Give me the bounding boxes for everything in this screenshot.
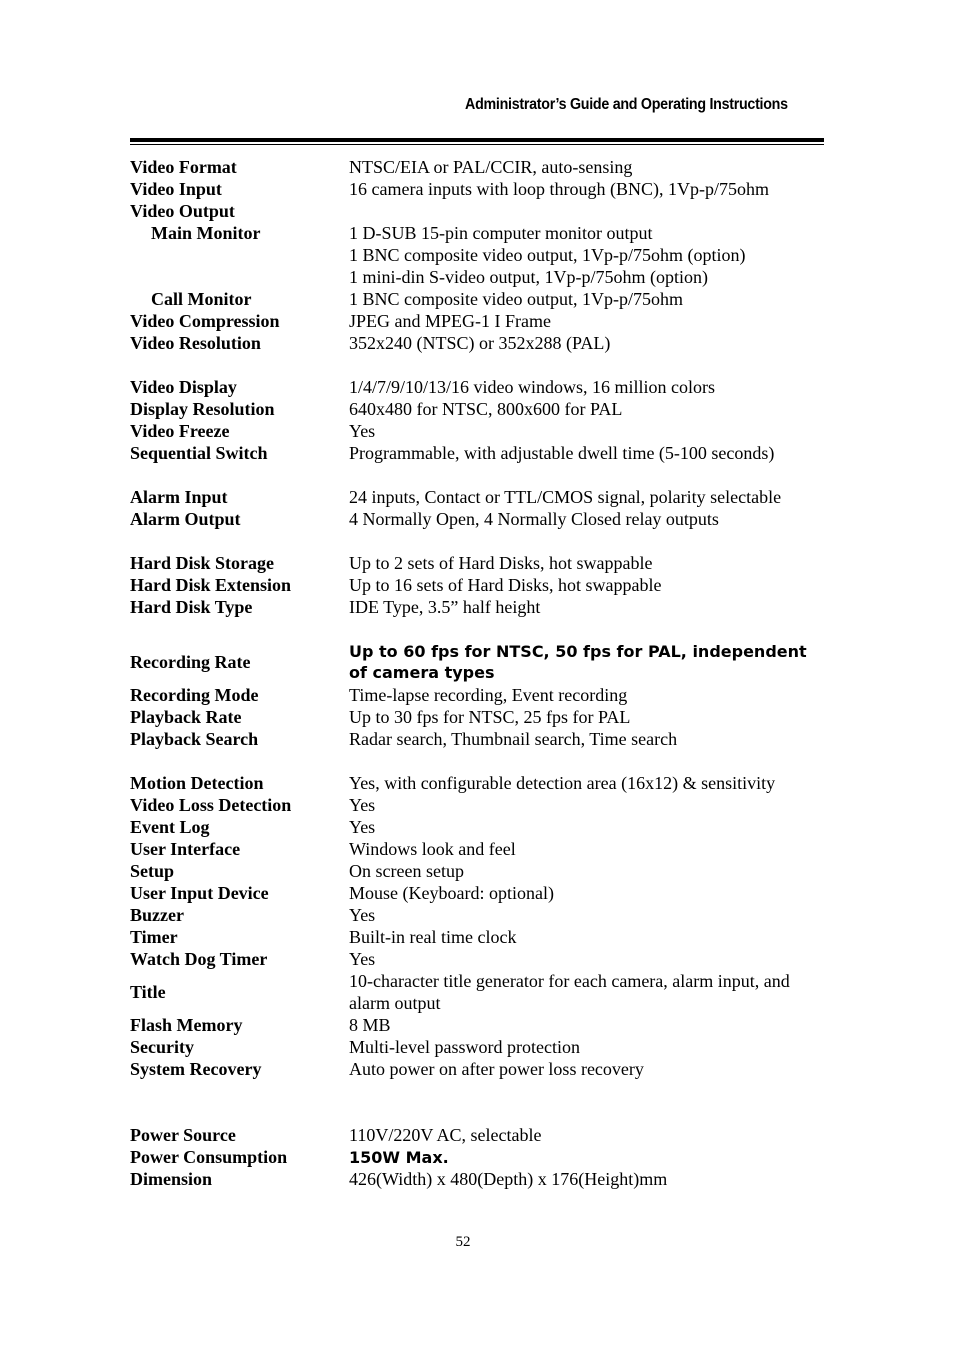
spec-value: Multi-level password protection <box>349 1037 580 1057</box>
spec-label: Main Monitor <box>151 223 261 243</box>
spec-value: Yes <box>349 905 376 925</box>
spec-row-hard-disk-storage <box>130 552 824 574</box>
spec-row-main-monitor-bnc <box>130 244 824 266</box>
spec-row-motion-detection <box>130 772 824 794</box>
spec-label: Video Display <box>130 377 237 397</box>
spec-value: Yes <box>349 817 376 837</box>
spec-value: Up to 30 fps for NTSC, 25 fps for PAL <box>349 707 631 727</box>
spec-value: 1/4/7/9/10/13/16 video windows, 16 million colors <box>349 377 715 397</box>
spec-label: User Input Device <box>130 883 269 903</box>
spec-label: Video Input <box>130 179 222 199</box>
spec-value: Time-lapse recording, Event recording <box>349 685 628 705</box>
spec-value: Auto power on after power loss recovery <box>349 1059 644 1079</box>
spec-label: Watch Dog Timer <box>130 949 268 969</box>
spec-label: Video Output <box>130 201 235 221</box>
spec-row-recording-rate <box>130 640 824 684</box>
spec-value: 16 camera inputs with loop through (BNC), 1Vp-p/75ohm <box>349 179 769 199</box>
spec-value: 640x480 for NTSC, 800x600 for PAL <box>349 399 623 419</box>
spec-label: Video Freeze <box>130 421 230 441</box>
spec-row-hard-disk-extension <box>130 574 824 596</box>
spec-value: Mouse (Keyboard: optional) <box>349 883 554 903</box>
spec-label: Hard Disk Extension <box>130 575 292 595</box>
spec-value: 4 Normally Open, 4 Normally Closed relay outputs <box>349 509 719 529</box>
spec-row-power-source <box>130 1124 824 1146</box>
spec-value: Radar search, Thumbnail search, Time search <box>349 729 678 749</box>
spec-value: 1 BNC composite video output, 1Vp-p/75ohm <box>349 289 683 309</box>
spec-value: Yes <box>349 421 376 441</box>
spec-row-main-monitor-svideo <box>130 266 824 288</box>
spec-value: 10-character title generator for each camera, alarm input, and alarm output <box>349 971 790 1013</box>
spec-row-video-loss-detection <box>130 794 824 816</box>
spec-label: Power Source <box>130 1125 236 1145</box>
spec-value: On screen setup <box>349 861 464 881</box>
spec-label: Video Compression <box>130 311 280 331</box>
spec-value: Programmable, with adjustable dwell time (5-100 seconds) <box>349 443 775 463</box>
spec-label: Recording Mode <box>130 685 259 705</box>
spec-label: Security <box>130 1037 194 1057</box>
spec-value: 8 MB <box>349 1015 391 1035</box>
spec-row-video-resolution <box>130 332 824 354</box>
spec-row-power-consumption <box>130 1146 824 1168</box>
spec-value: 150W Max. <box>349 1147 449 1167</box>
spec-value: IDE Type, 3.5” half height <box>349 597 541 617</box>
spec-label: Event Log <box>130 817 210 837</box>
spec-row-title <box>130 970 824 1014</box>
spec-label: Video Loss Detection <box>130 795 292 815</box>
spec-row-alarm-output <box>130 508 824 530</box>
spec-label: Alarm Output <box>130 509 241 529</box>
spec-row-timer <box>130 926 824 948</box>
spec-row-alarm-input <box>130 486 824 508</box>
spec-value: 352x240 (NTSC) or 352x288 (PAL) <box>349 333 611 353</box>
spec-row-playback-rate <box>130 706 824 728</box>
spec-label: Video Format <box>130 157 237 177</box>
spec-row-video-output <box>130 200 824 222</box>
spec-value: Built-in real time clock <box>349 927 517 947</box>
spec-label: Playback Rate <box>130 707 242 727</box>
spec-label: Title <box>130 982 166 1002</box>
spec-row-video-freeze <box>130 420 824 442</box>
spec-label: Motion Detection <box>130 773 264 793</box>
spec-label: System Recovery <box>130 1059 262 1079</box>
spec-row-system-recovery <box>130 1058 824 1080</box>
spec-value: NTSC/EIA or PAL/CCIR, auto-sensing <box>349 157 633 177</box>
spec-value: 24 inputs, Contact or TTL/CMOS signal, polarity selectable <box>349 487 782 507</box>
spec-row-video-input <box>130 178 824 200</box>
spec-value: 426(Width) x 480(Depth) x 176(Height)mm <box>349 1169 668 1189</box>
spec-row-playback-search <box>130 728 824 750</box>
spec-value: Up to 2 sets of Hard Disks, hot swappable <box>349 553 653 573</box>
spec-label: Hard Disk Storage <box>130 553 274 573</box>
spec-row-video-compression <box>130 310 824 332</box>
spec-label: Buzzer <box>130 905 184 925</box>
spec-label: Display Resolution <box>130 399 275 419</box>
spec-label: Playback Search <box>130 729 259 749</box>
spec-value: 110V/220V AC, selectable <box>349 1125 542 1145</box>
spec-row-user-interface <box>130 838 824 860</box>
spec-label: Call Monitor <box>151 289 252 309</box>
spec-row-flash-memory <box>130 1014 824 1036</box>
spec-label: Recording Rate <box>130 652 251 672</box>
spec-value: 1 D-SUB 15-pin computer monitor output <box>349 223 653 243</box>
spec-value: Windows look and feel <box>349 839 516 859</box>
spec-label: Flash Memory <box>130 1015 243 1035</box>
spec-label: Dimension <box>130 1169 213 1189</box>
spec-row-watch-dog-timer <box>130 948 824 970</box>
spec-row-dimension <box>130 1168 824 1190</box>
spec-row-buzzer <box>130 904 824 926</box>
spec-value: 1 BNC composite video output, 1Vp-p/75ohm (option) <box>349 245 746 265</box>
spec-value: JPEG and MPEG-1 I Frame <box>349 311 551 331</box>
spec-row-display-resolution <box>130 398 824 420</box>
spec-row-main-monitor <box>130 222 824 244</box>
spec-label: Sequential Switch <box>130 443 268 463</box>
spec-label: Setup <box>130 861 175 881</box>
spec-value: Yes, with configurable detection area (16x12) & sensitivity <box>349 773 776 793</box>
spec-row-call-monitor <box>130 288 824 310</box>
running-header: Administrator’s Guide and Operating Instructions <box>465 96 788 113</box>
spec-row-user-input-device <box>130 882 824 904</box>
page-number: 52 <box>455 1234 471 1250</box>
spec-value: Yes <box>349 949 376 969</box>
spec-value: Up to 16 sets of Hard Disks, hot swappable <box>349 575 662 595</box>
spec-row-recording-mode <box>130 684 824 706</box>
spec-row-sequential-switch <box>130 442 824 464</box>
header-rule-thin <box>130 144 824 145</box>
spec-row-video-display <box>130 376 824 398</box>
header-rule-thick <box>130 138 824 142</box>
spec-value: Up to 60 fps for NTSC, 50 fps for PAL, independent of camera types <box>349 642 807 682</box>
spec-label: Alarm Input <box>130 487 228 507</box>
spec-value: 1 mini-din S-video output, 1Vp-p/75ohm (option) <box>349 267 708 287</box>
spec-label: User Interface <box>130 839 241 859</box>
spec-value: Yes <box>349 795 376 815</box>
spec-table <box>130 156 824 1190</box>
spec-label: Video Resolution <box>130 333 261 353</box>
spec-row-hard-disk-type <box>130 596 824 618</box>
spec-label: Hard Disk Type <box>130 597 253 617</box>
spec-label: Power Consumption <box>130 1147 288 1167</box>
spec-label: Timer <box>130 927 178 947</box>
spec-row-video-format <box>130 156 824 178</box>
spec-row-event-log <box>130 816 824 838</box>
spec-row-setup <box>130 860 824 882</box>
spec-row-security <box>130 1036 824 1058</box>
